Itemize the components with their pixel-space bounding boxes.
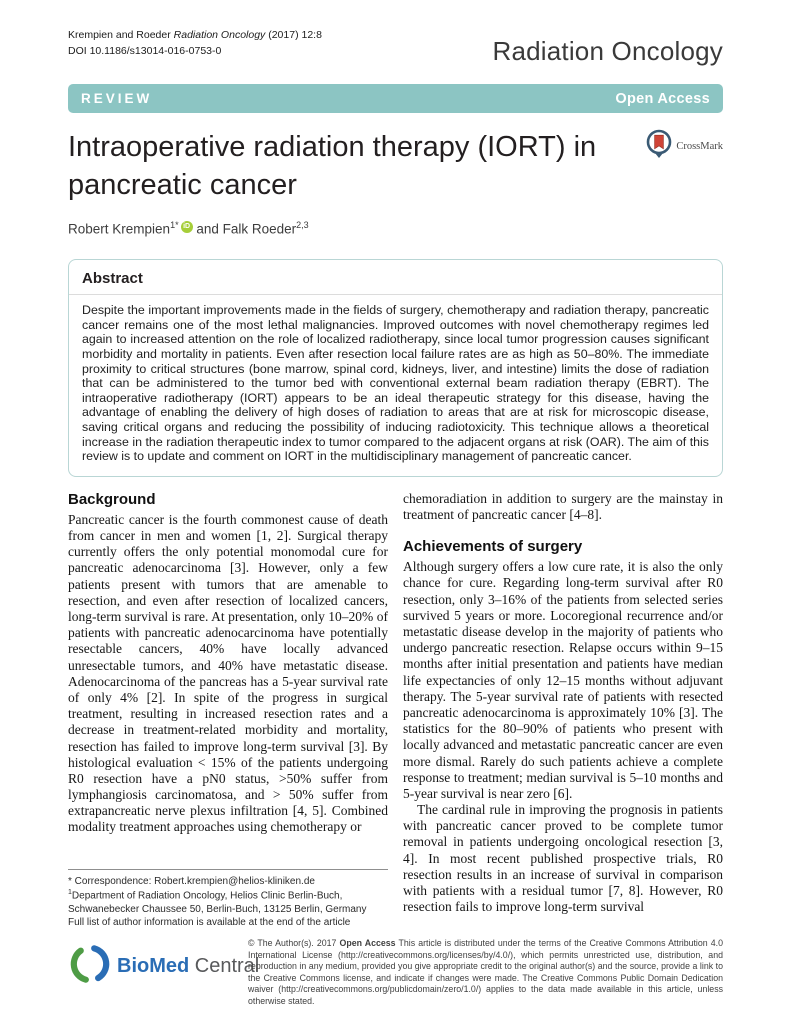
copyright-notice	[248, 938, 723, 1008]
background-paragraph: Pancreatic cancer is the fourth commonest cause of death from cancer in men and women [1, 2]. Surgical therapy currently offers the only potential monomodal cure for pancreatic adenocarcinoma [3]. However, only a few patients present with tumors that are amenable to resection, and even after resection of localized cancers, long-term survival is rare. At presentation, only 10–20% of patients with pancreatic adenocarcinoma have potentially resectable cancers, 40% have locally advanced unresectable tumors, and 40% have metastatic disease. Adenocarcinoma of the pancreas has a 5-year survival rate of only 4% [2]. In spite of the progress in surgical treatment, resulting in increased resection rates and a decrease in treatment-related morbidity and mortality, resection has failed to improve long-term survival [3]. By histological evaluation < 15% of the patients undergoing R0 resection have a pN0 status, >50% suffer from lymphangiosis carcinomatosa, and > 50% suffer from extrapancreatic nerve plexus infiltration [4, 5]. Combined modality treatment approaches using chemotherapy or	[68, 511, 388, 835]
article-type-label: REVIEW	[81, 91, 153, 106]
author-2: Falk Roeder	[222, 221, 297, 237]
citation-line	[68, 28, 322, 44]
copyright-prefix: © The Author(s). 2017	[248, 937, 340, 948]
citation-issue: (2017) 12:8	[265, 29, 322, 41]
right-column	[403, 491, 723, 929]
doi-line: DOI 10.1186/s13014-016-0753-0	[68, 44, 222, 57]
article-type-banner	[68, 84, 723, 113]
copyright-body: This article is distributed under the terms of the Creative Commons Attribution 4.0 International License (http://creativecommons.org/licenses/by/4.0/), which permits unrestricted use, distribution, and reproduction in any medium, provided you give appropriate credit to the original author(s) and the source, provide a link to the Creative Commons license, and indicate if changes were made. The Creative Commons Public Domain Dedication waiver (http://creativecommons.org/publicdomain/zero/1.0/) applies to the data made available in this article, unless otherwise stated.	[248, 937, 723, 1006]
citation-authors: Krempien and Roeder	[68, 29, 174, 41]
abstract-text: Despite the important improvements made in the fields of surgery, chemotherapy and radiation therapy, pancreatic cancer remains one of the most lethal malignancies. Improved outcomes with novel chemotherapy regimes led again to increased attention on the role of localized radiotherapy, since local tumor progression causes significant morbidity and mortality in patients. Even after resection local failure rates are as high as 50–80%. The immediate proximity to critical structures (bone marrow, spinal cord, kidneys, liver, and intestine) limits the dose of radiation that can be administered to the tumor bed with conventional external beam radiation therapy (EBRT). The intraoperative radiotherapy (IORT) appears to be an ideal therapeutic strategy for this disease, having the advantage of enabling the delivery of high doses of radiation to areas that are at risk for microscopic disease, saving critical organs and reducing the possibility of inducing radiotoxicity. This technique allows a theoretical increase in the radiation therapeutic index to tumor compared to the adjacent organs at risk (OAR). The aim of this review is to update and comment on IORT in the multidisciplinary management of pancreatic cancer.	[82, 303, 709, 464]
affiliation-sup: 1	[68, 889, 72, 897]
author-2-affiliation-sup: 2,3	[296, 219, 309, 230]
citation-block	[68, 28, 322, 60]
affiliation-note	[68, 888, 388, 916]
logo-biomed-text: BioMed	[117, 954, 190, 977]
crossmark-badge[interactable]	[646, 131, 723, 161]
biomed-central-wordmark	[117, 955, 259, 978]
achievements-paragraph-2: The cardinal rule in improving the prognosis in patients with pancreatic cancer proved to be complete tumor removal in patients undergoing oncological resection [3, 4]. In most recent published prospective trials, R0 resection results in an increase of survival in comparison with patients with a residual tumor [7, 8]. However, R0 resection fails to improve long-term survival	[403, 802, 723, 915]
open-access-badge: Open Access	[615, 90, 710, 107]
crossmark-icon	[646, 129, 672, 164]
citation-journal: Radiation Oncology	[173, 29, 266, 41]
left-column	[68, 491, 388, 929]
journal-masthead: Radiation Oncology	[492, 36, 723, 66]
section-heading-background: Background	[68, 490, 156, 508]
background-continuation-paragraph: chemoradiation in addition to surgery are the mainstay in treatment of pancreatic cancer [4–8].	[403, 490, 723, 523]
correspondence-note[interactable]: * Correspondence: Robert.krempien@helios-kliniken.de	[68, 875, 315, 887]
author-1: Robert Krempien	[68, 221, 171, 237]
page-header	[68, 0, 723, 67]
logo-central-text: Central	[189, 954, 260, 977]
crossmark-label: CrossMark	[676, 140, 723, 152]
author-connector: and	[192, 221, 223, 237]
section-heading-achievements: Achievements of surgery	[403, 538, 583, 556]
author-info-note: Full list of author information is available at the end of the article	[68, 916, 351, 928]
page-title: Intraoperative radiation therapy (IORT) in pancreatic cancer	[68, 131, 597, 202]
author-line	[68, 220, 723, 237]
publisher-footer	[68, 938, 723, 1008]
author-1-affiliation-sup: 1*	[170, 219, 179, 230]
affiliation-text: Department of Radiation Oncology, Helios Clinic Berlin-Buch, Schwanebecker Chaussee 50, Berlin-Buch, 13125 Berlin, Germany	[68, 890, 367, 915]
footnote-divider	[68, 869, 388, 870]
abstract-box	[68, 259, 723, 477]
article-body	[68, 491, 723, 929]
title-row	[68, 128, 723, 205]
footnotes-block	[68, 869, 388, 929]
abstract-heading: Abstract	[82, 270, 143, 288]
orcid-id-icon[interactable]: iD	[181, 221, 193, 233]
biomed-central-mark-icon	[68, 942, 112, 991]
copyright-open-access: Open Access	[339, 937, 396, 948]
abstract-divider	[69, 294, 722, 295]
biomed-central-logo[interactable]	[68, 938, 260, 991]
achievements-paragraph-1: Although surgery offers a low cure rate, it is also the only chance for cure. Regarding long-term survival after R0 resection, only 3–16% of the patients from selected series survived 5 years or more. Locoregional recurrence and/or metastatic disease develop in the majority of patients who undergo pancreatic resection. Relapse occurs within 9–15 months after initial presentation and patients have median life expectancies of only 12–15 months without adjuvant therapy. The 5-year survival rate of patients with resected pancreatic adenocarcinoma is approximately 10% [3]. The statistics for the 80–90% of patients who present with locally advanced and metastatic pancreatic cancer are even more dismal. Rarely do such patients achieve a complete response to treatment; median survival is 5–10 months and 5-year survival is near zero [6].	[403, 559, 723, 801]
